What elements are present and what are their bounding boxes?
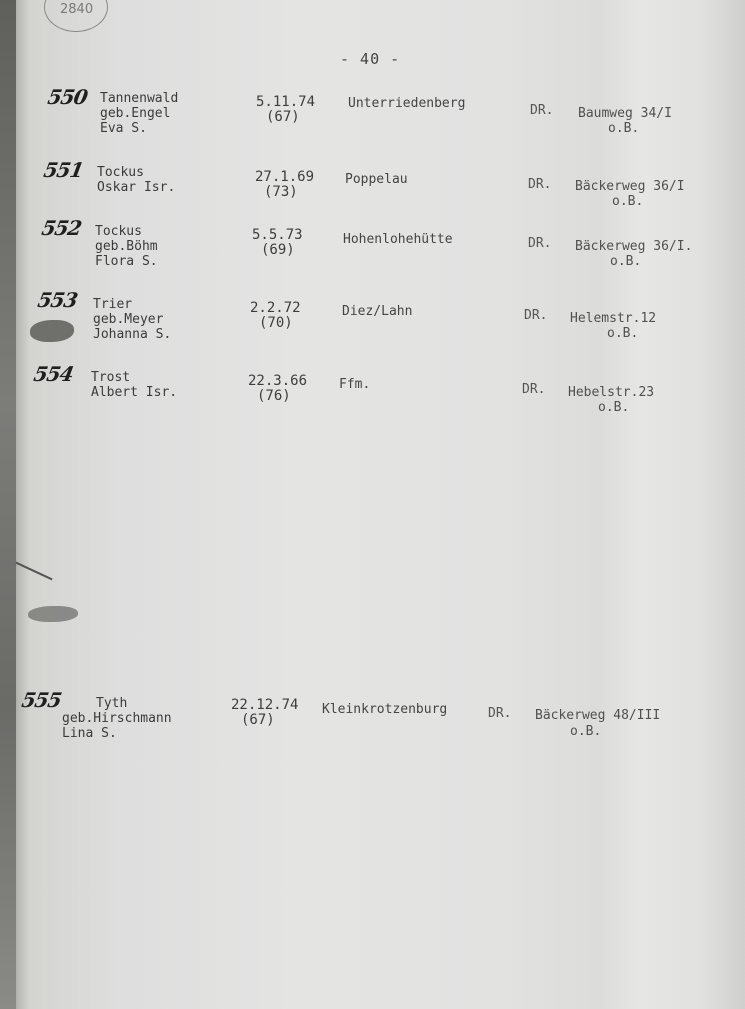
person-name: Trost Albert Isr. — [91, 370, 178, 400]
street-address: Hebelstr.23 — [568, 385, 655, 400]
birth-date: 27.1.69 — [255, 169, 315, 185]
remark: o.B. — [607, 326, 639, 341]
birth-place: Unterriedenberg — [348, 96, 466, 111]
city: DR. — [530, 103, 554, 118]
ink-blot — [28, 606, 78, 622]
person-name: Tockus geb.Böhm Flora S. — [95, 224, 158, 269]
remark: o.B. — [570, 724, 602, 739]
birth-place: Kleinkrotzenburg — [322, 702, 448, 717]
age: (67) — [241, 712, 275, 728]
page-tear-mark — [15, 562, 52, 581]
entry-number: 554 — [31, 362, 75, 386]
city: DR. — [524, 308, 548, 323]
person-name: Tyth geb.Hirschmann Lina S. — [62, 696, 172, 741]
remark: o.B. — [598, 400, 630, 415]
entry-number: 555 — [19, 688, 63, 712]
birth-date: 5.11.74 — [256, 94, 316, 110]
street-address: Bäckerweg 36/I — [575, 179, 685, 194]
person-name: Tannenwald geb.Engel Eva S. — [100, 91, 179, 136]
remark: o.B. — [610, 254, 642, 269]
birth-place: Hohenlohehütte — [343, 232, 453, 247]
birth-place: Diez/Lahn — [342, 304, 413, 319]
remark: o.B. — [612, 194, 644, 209]
age: (73) — [264, 184, 298, 200]
entry-number: 551 — [41, 158, 85, 182]
birth-place: Poppelau — [345, 172, 408, 187]
entry-number: 550 — [45, 85, 89, 109]
street-address: Helemstr.12 — [570, 311, 657, 326]
birth-date: 2.2.72 — [250, 300, 301, 316]
page-number: - 40 - — [340, 50, 401, 68]
city: DR. — [528, 236, 552, 251]
city: DR. — [522, 382, 546, 397]
birth-date: 22.3.66 — [248, 373, 308, 389]
person-name: Tockus Oskar Isr. — [97, 165, 176, 195]
age: (69) — [261, 242, 295, 258]
archive-stamp-number: 2840 — [60, 2, 94, 17]
remark: o.B. — [608, 121, 640, 136]
age: (67) — [266, 109, 300, 125]
birth-date: 5.5.73 — [252, 227, 303, 243]
age: (70) — [259, 315, 293, 331]
age: (76) — [257, 388, 291, 404]
entry-number: 552 — [39, 216, 83, 240]
page-edge-shadow — [0, 0, 16, 1009]
street-address: Bäckerweg 36/I. — [575, 239, 693, 254]
person-name: Trier geb.Meyer Johanna S. — [93, 297, 172, 342]
ink-blot — [30, 320, 74, 342]
city: DR. — [488, 706, 512, 721]
birth-place: Ffm. — [339, 377, 371, 392]
entry-number: 553 — [35, 288, 79, 312]
street-address: Bäckerweg 48/III — [535, 708, 661, 723]
city: DR. — [528, 177, 552, 192]
street-address: Baumweg 34/I — [578, 106, 672, 121]
birth-date: 22.12.74 — [231, 697, 299, 713]
